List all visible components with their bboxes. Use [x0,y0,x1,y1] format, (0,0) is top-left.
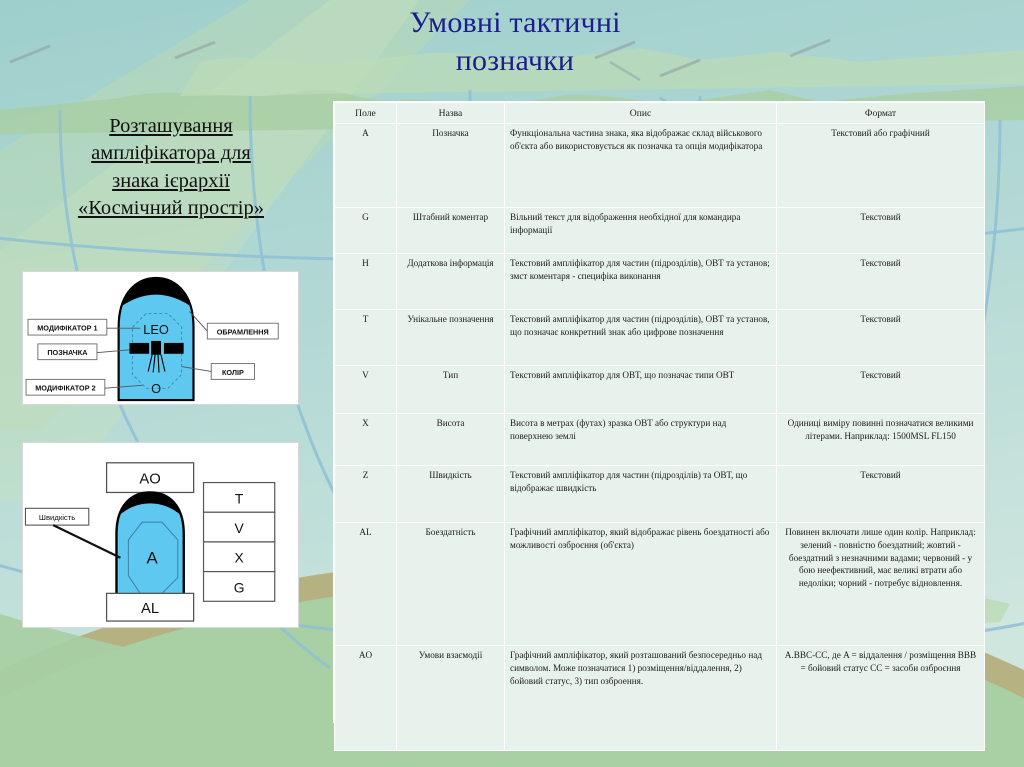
cell-field: AL [335,523,397,646]
marker-bar-left [129,343,149,354]
stack-item-v: V [234,520,244,537]
modifier1-value: LEO [143,322,169,338]
stack-item-g: G [233,579,245,596]
left-heading-line-1: Розташування [109,115,233,137]
amplifier-fields-table [334,102,985,751]
slide-title [292,4,738,81]
cell-name: Позначка [397,124,505,208]
table-row [335,254,985,310]
amplifier-fields-table-wrapper [333,101,985,723]
cell-description: Текстовий ампліфікатор для частин (підрозділів) та ОВТ, що відображає швидкість [505,466,777,523]
table-row [335,208,985,254]
cell-format: Текстовий або графічний [777,124,985,208]
cell-field: AO [335,646,397,751]
title-line-2: позначки [455,44,575,78]
table-row [335,124,985,208]
table-row [335,310,985,366]
left-heading [26,113,316,222]
figure2-svg [23,443,298,627]
stack-item-x: X [234,549,244,566]
column-header-format: Формат [777,103,985,124]
label-speed [25,508,88,525]
cell-format: Текстовий [777,208,985,254]
svg-text:ОБРАМЛЕННЯ: ОБРАМЛЕННЯ [216,327,269,337]
cell-name: Штабний коментар [397,208,505,254]
title-line-1: Умовні тактичні [409,6,621,39]
cell-format: Текстовий [777,366,985,414]
svg-text:МОДИФІКАТОР 1: МОДИФІКАТОР 1 [37,323,98,333]
cell-field: G [335,208,397,254]
left-heading-line-2: ампліфікатора для [91,142,251,165]
cell-description: Текстовий ампліфікатор для частин (підрозділів), ОВТ та установ; змст коментаря - специфіка виконання [505,254,777,310]
cell-field: Z [335,466,397,523]
label-al [107,593,194,621]
amplifier-stack [204,483,275,602]
cell-format: Текстовий [777,466,985,523]
cell-field: H [335,254,397,310]
table-row [335,646,985,751]
table-header-row [335,103,985,124]
figure-space-symbol-anatomy [22,271,299,405]
figure-amplifier-placement [22,442,299,628]
label-marker [38,344,97,360]
cell-description: Текстовий ампліфікатор для ОВТ, що позначає типи ОВТ [505,366,777,414]
table-row [335,523,985,646]
table-body [335,124,985,751]
left-heading-line-4: «Космічний простір» [77,196,264,219]
label-modifier2 [26,379,105,395]
cell-field: V [335,366,397,414]
label-color [211,364,254,380]
cell-field: A [335,124,397,208]
svg-text:Швидкість: Швидкість [38,513,76,523]
cell-name: Умови взаємодії [397,646,505,751]
cell-description: Текстовий ампліфікатор для частин (підрозділів), ОВТ та установ, що позначає конкретний знак або цифрове позначення [505,310,777,366]
symbol-letter-a: A [146,548,158,568]
cell-format: Текстовий [777,310,985,366]
cell-field: X [335,414,397,466]
column-header-desc: Опис [505,103,777,124]
figure1-svg [23,272,298,404]
marker-bar-right [164,343,184,354]
cell-description: Графічний ампліфікатор, який відображає рівень боездатності або можливості озброєння (об'єкта) [505,523,777,646]
svg-text:МОДИФІКАТОР 2: МОДИФІКАТОР 2 [35,383,96,393]
label-frame [207,323,278,339]
svg-text:КОЛІР: КОЛІР [221,367,244,377]
label-modifier1 [28,319,107,335]
cell-field: T [335,310,397,366]
svg-text:ПОЗНАЧКА: ПОЗНАЧКА [47,348,88,358]
cell-format: Текстовий [777,254,985,310]
cell-description: Функціональна частина знака, яка відображає склад військового об'єкта або використовується як позначка та опція модифікатора [505,124,777,208]
cell-format: Повинен включати лише один колір. Наприклад: зелений - повністю боездатний; жовтий - боездатний з незначними вадами; червоний - у бою неефективний, має великі втрати або недоліки; чорний - потребує відновлення. [777,523,985,646]
cell-format: Одиниці виміру повинні позначатися великими літерами. Наприклад: 1500MSL FL150 [777,414,985,466]
cell-description: Графічний ампліфікатор, який розташований безпосередньо над символом. Може позначатися 1) розміщення/віддалення, 2) бойовий статус, 3) тип озброення. [505,646,777,751]
svg-text:AO: AO [139,471,161,488]
left-heading-line-3: знака ієрархії [112,169,230,192]
cell-description: Вільний текст для відображення необхідної для командира інформації [505,208,777,254]
cell-name: Додаткова інформація [397,254,505,310]
cell-name: Висота [397,414,505,466]
marker-core [151,341,161,355]
cell-description: Висота в метрах (футах) зразка ОВТ або структури над поверхнею землі [505,414,777,466]
svg-text:AL: AL [141,601,160,618]
table-row [335,414,985,466]
cell-name: Швидкість [397,466,505,523]
label-ao [107,463,194,493]
cell-format: A.BBC-CC, де A = віддалення / розміщення BBB = бойовий статус CC = засоби озброєння [777,646,985,751]
cell-name: Тип [397,366,505,414]
table-row [335,466,985,523]
speed-leader-line [53,525,120,558]
stack-item-t: T [234,490,244,507]
column-header-name: Назва [397,103,505,124]
cell-name: Унікальне позначення [397,310,505,366]
modifier2-value: O [151,381,162,397]
column-header-field: Поле [335,103,397,124]
cell-name: Боездатність [397,523,505,646]
table-row [335,366,985,414]
